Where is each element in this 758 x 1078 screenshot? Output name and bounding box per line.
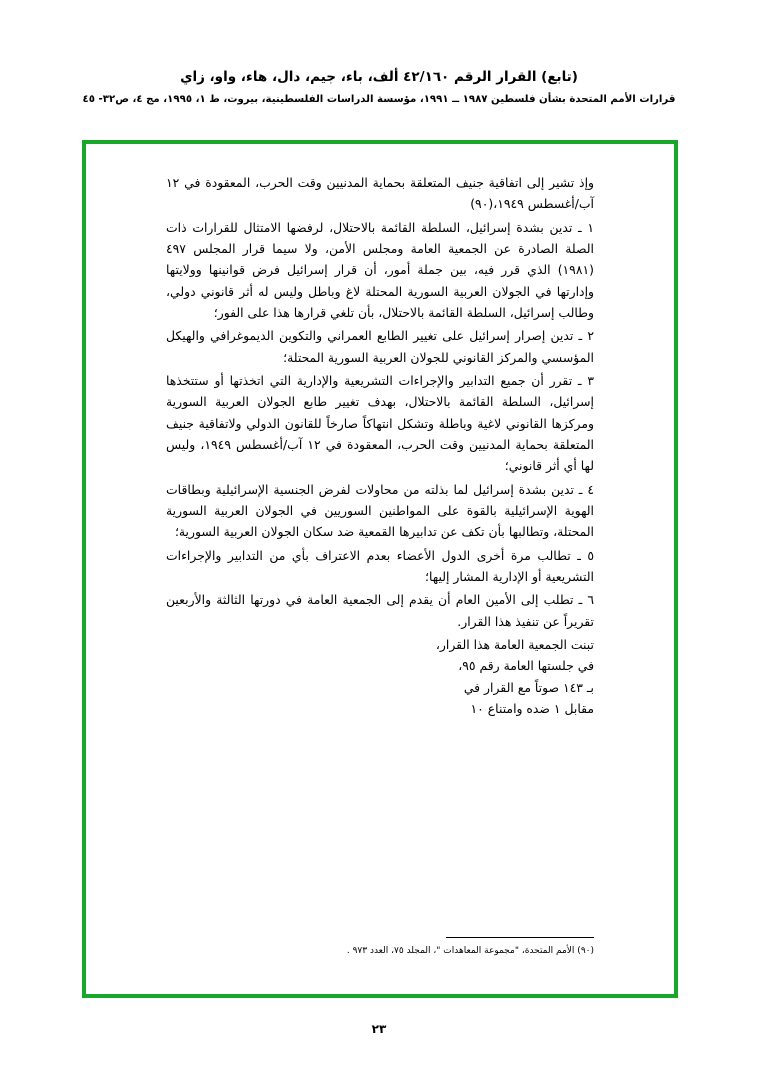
paragraph-preamble: وإذ تشير إلى اتفاقية جنيف المتعلقة بحماية المدنيين وقت الحرب، المعقودة في ١٢ آب/أغسطس ١٩٤٩،(٩٠)	[166, 175, 594, 212]
paragraph-2: ٢ ـ تدين إصرار إسرائيل على تغيير الطابع العمراني والتكوين الديموغرافي والهيكل المؤسسي والمركز القانوني للجولان العربية السورية المحتلة؛	[166, 328, 594, 365]
closing-line-3: بـ ١٤٣ صوتاً مع القرار في	[463, 679, 594, 695]
footnote-area	[166, 937, 594, 959]
paragraph-3: ٣ ـ تقرر أن جميع التدابير والإجراءات التشريعية والإدارية التي اتخذتها أو ستتخذها إسرائيل، السلطة القائمة بالاحتلال، بهدف تغيير طابع الجولان العربية السورية ومركزها القانوني لاغية وباطلة وتشكل انتهاكاً صارخاً للقانون الدولي ولاتفاقية جنيف المتعلقة بحماية المدنيين وقت الحرب، المعقودة في ١٢ آب/أغسطس ١٩٤٩، وليس لها أي أثر قانوني؛	[166, 372, 594, 474]
content-frame	[82, 140, 678, 998]
header-subtitle: قرارات الأمم المتحدة بشأن فلسطين ١٩٨٧ ــ ١٩٩١، مؤسسة الدراسات الفلسطينية، بيروت، ط ١، ١٩٩٥، مج ٤، ص٣٢- ٤٥	[82, 93, 676, 105]
closing-line-2: في جلستها العامة رقم ٩٥،	[458, 658, 594, 674]
header-title: (تابع) القرار الرقم ٤٢/١٦٠ ألف، باء، جيم، دال، هاء، واو، زاي	[180, 69, 578, 85]
page-header	[0, 0, 758, 105]
paragraph-6: ٦ ـ تطلب إلى الأمين العام أن يقدم إلى الجمعية العامة في دورتها الثالثة والأربعين تقريراً عن تنفيذ هذا القرار.	[166, 592, 594, 629]
page-number: ٢٣	[371, 1022, 387, 1036]
paragraph-4: ٤ ـ تدين بشدة إسرائيل لما بذلته من محاولات لفرض الجنسية الإسرائيلية وبطاقات الهوية الإسرائيلية بالقوة على المواطنين السوريين في الجولان العربية السورية المحتلة، وتطالبها بأن تكف عن تدابيرها القمعية ضد سكان الجولان العربية السورية؛	[166, 481, 594, 540]
closing-line-1: تبنت الجمعية العامة هذا القرار،	[435, 636, 594, 652]
footnote-divider	[446, 937, 594, 938]
paragraph-1: ١ ـ تدين بشدة إسرائيل، السلطة القائمة بالاحتلال، لرفضها الامتثال للقرارات ذات الصلة الصادرة عن الجمعية العامة ومجلس الأمن، ولا سيما قرار المجلس ٤٩٧ (١٩٨١) الذي قرر فيه، بين جملة أمور، أن قرار إسرائيل فرض قوانينها وولايتها وإدارتها في الجولان العربية السورية المحتلة لاغ وباطل وليس له أثر قانوني دولي، وطالب إسرائيل، السلطة القائمة بالاحتلال، بأن تلغي قرارها هذا على الفور؛	[166, 219, 594, 320]
footnote-text: (٩٠) الأمم المتحدة، "مجموعة المعاهدات "، المجلد ٧٥، العدد ٩٧٣ .	[346, 945, 594, 956]
closing-line-4: مقابل ١ ضده وامتناع ١٠	[470, 700, 594, 716]
paragraph-5: ٥ ـ تطالب مرة أخرى الدول الأعضاء بعدم الاعتراف بأي من التدابير والإجراءات التشريعية أو الإدارية المشار إليها؛	[166, 547, 594, 584]
document-body	[166, 172, 594, 719]
